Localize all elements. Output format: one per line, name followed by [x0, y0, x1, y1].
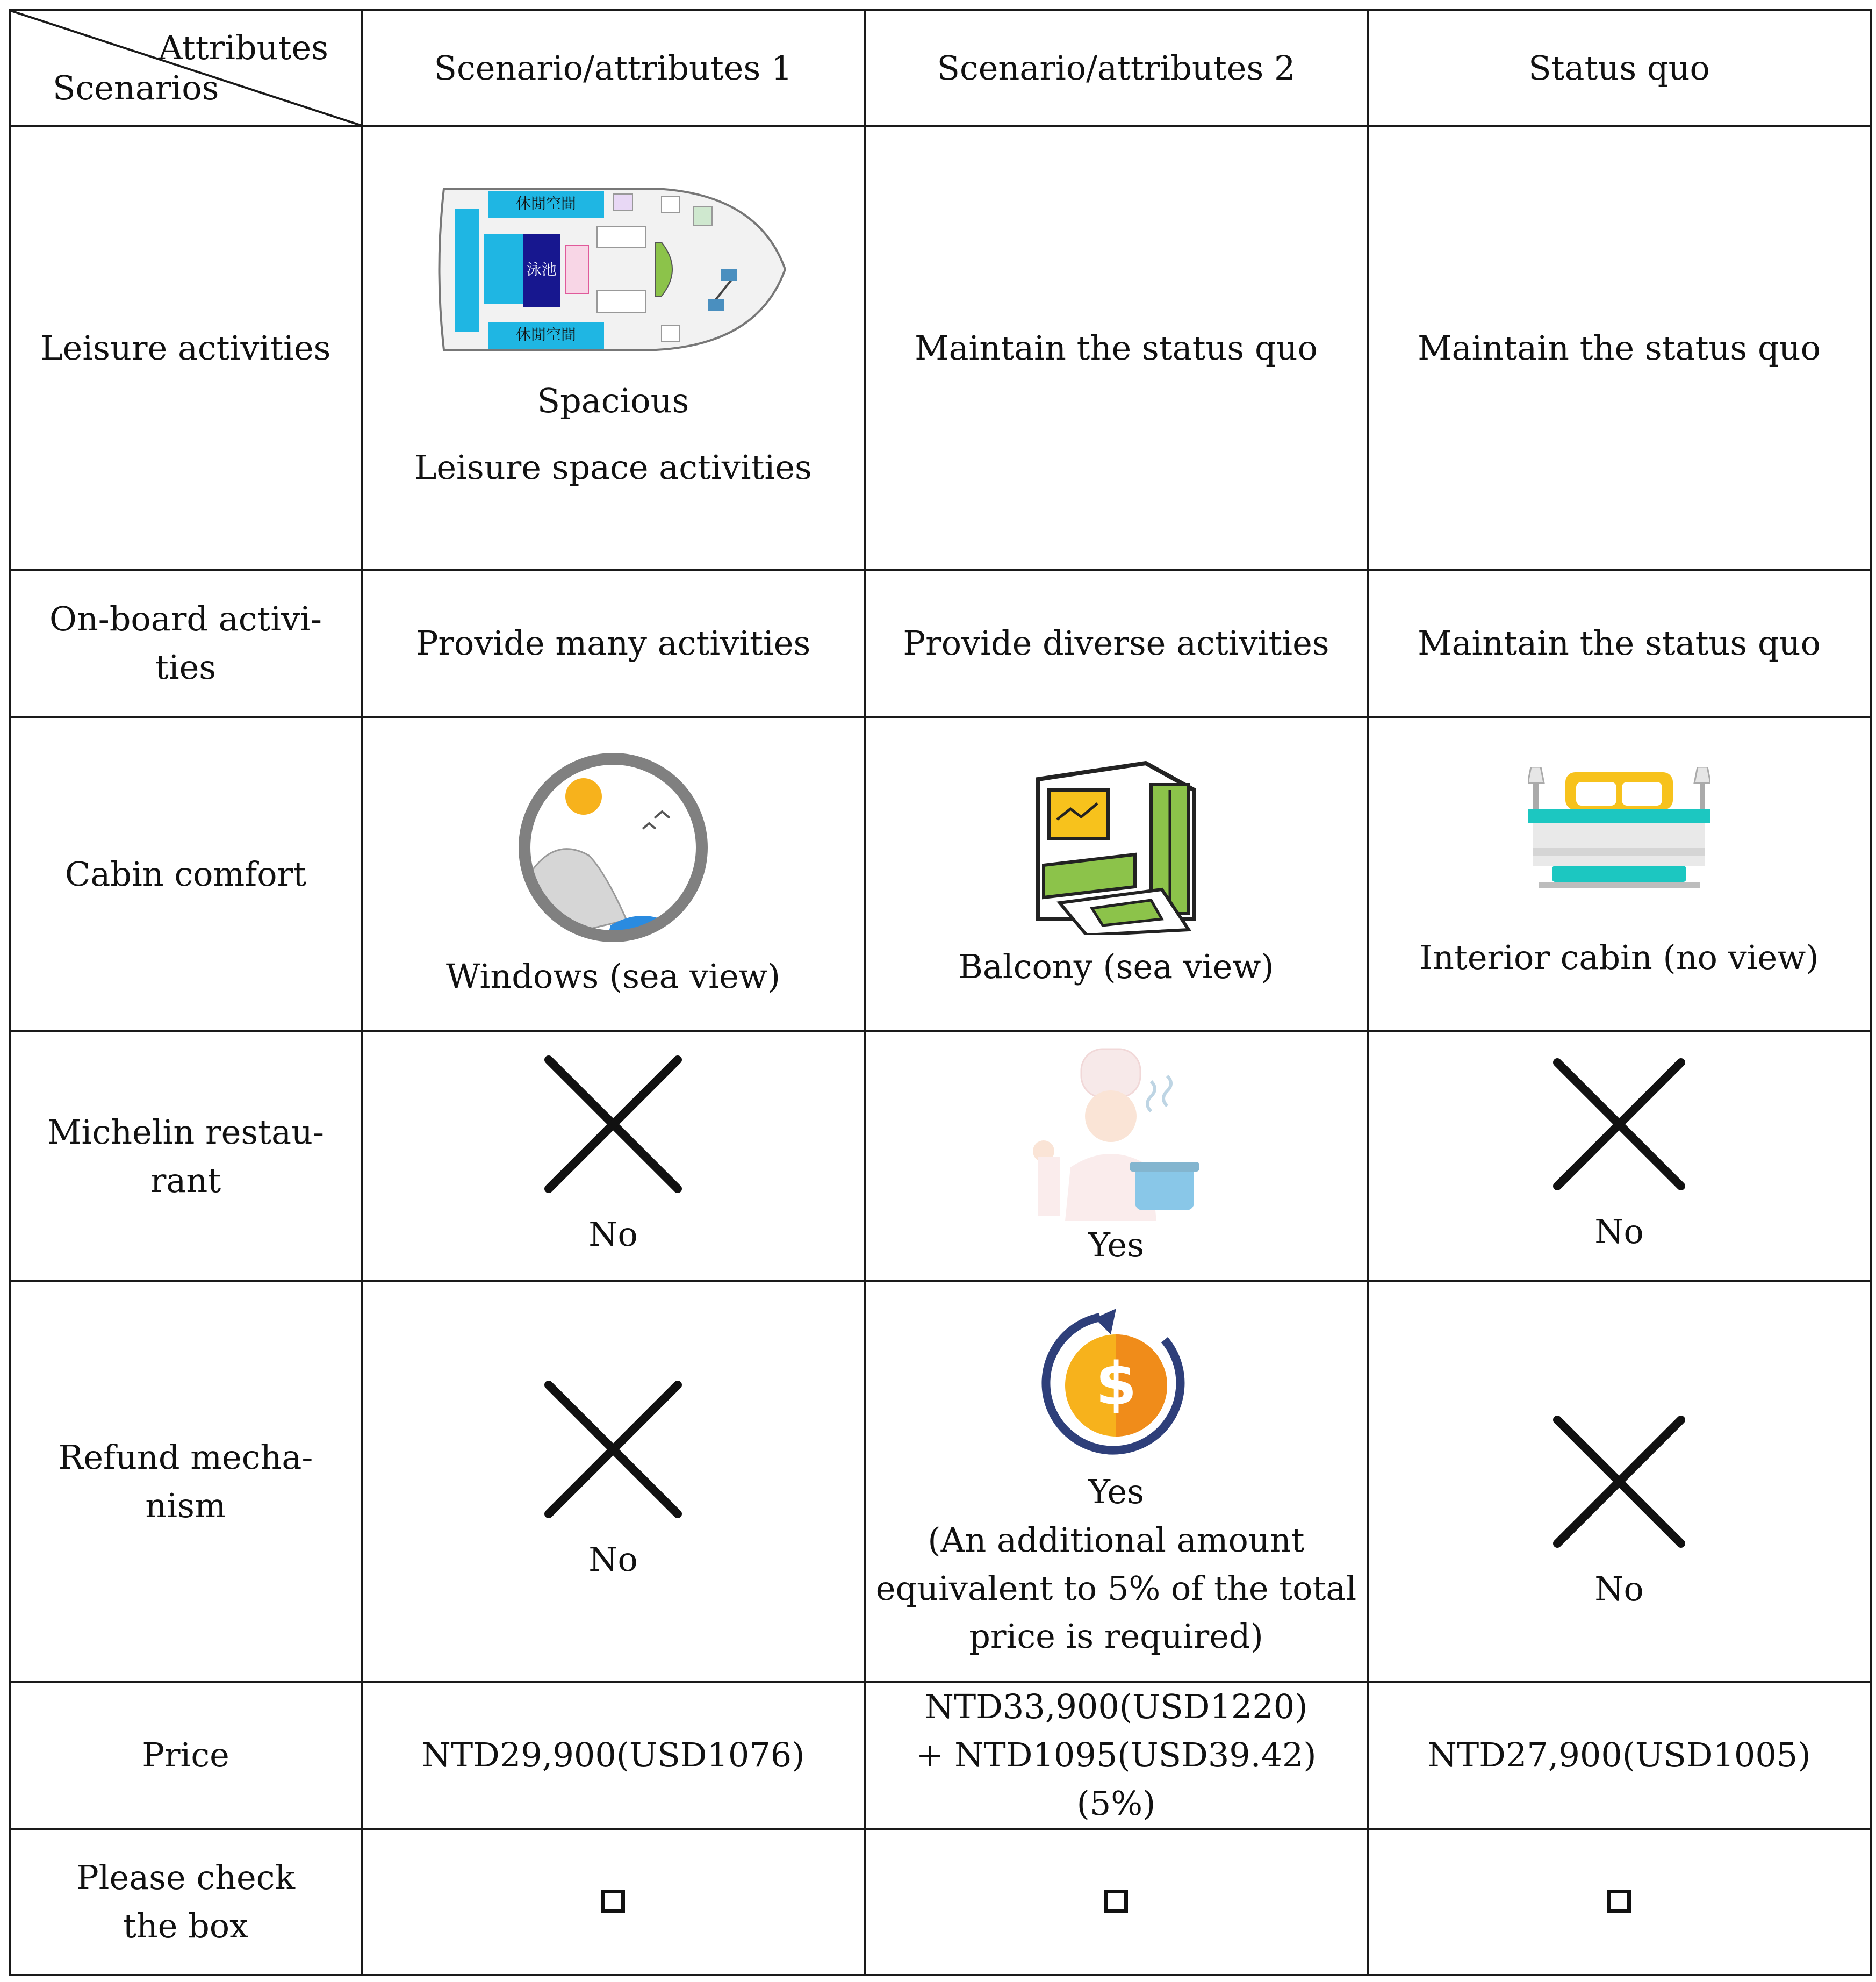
balcony-room-icon: [1027, 758, 1205, 935]
cell-check-scenario-1: [362, 1829, 865, 1975]
corner-attributes-label: Attributes: [158, 28, 328, 67]
cell-refund-scenario-2: [865, 1281, 1368, 1682]
cell-onboard-scenario-1: Provide many activities: [362, 570, 865, 717]
checkbox-scenario-1[interactable]: [601, 1890, 625, 1913]
leisure-s1-caption-line1: Spacious: [537, 380, 689, 420]
cell-cabin-scenario-1: [362, 717, 865, 1031]
checkbox-scenario-2[interactable]: [1104, 1890, 1128, 1913]
michelin-s1-caption: No: [588, 1214, 638, 1254]
cell-onboard-status-quo: Maintain the status quo: [1368, 570, 1871, 717]
row-onboard-activities: [10, 570, 1871, 717]
row-label-refund: [10, 1281, 362, 1682]
michelin-s2-caption: Yes: [1088, 1225, 1145, 1265]
bed-icon: [1528, 767, 1710, 891]
column-header-scenario-2: Scenario/attributes 2: [865, 10, 1368, 126]
row-label-price: Price: [10, 1682, 362, 1829]
pool-label: 泳池: [526, 260, 557, 278]
cell-leisure-scenario-1: [362, 126, 865, 570]
onboard-label-line2: ties: [155, 648, 217, 687]
refund-s3-caption: No: [1594, 1569, 1644, 1608]
row-price: [10, 1682, 1871, 1829]
cell-onboard-scenario-2: Provide diverse activities: [865, 570, 1368, 717]
dollar-sign-glyph: $: [1095, 1349, 1137, 1418]
cell-refund-status-quo: [1368, 1281, 1871, 1682]
no-cross-icon: [1552, 1414, 1686, 1549]
cell-leisure-scenario-2: Maintain the status quo: [865, 126, 1368, 570]
cell-price-scenario-1: NTD29,900(USD1076): [362, 1682, 865, 1829]
cell-cabin-status-quo: [1368, 717, 1871, 1031]
row-check-box: [10, 1829, 1871, 1975]
cell-refund-scenario-1: [362, 1281, 865, 1682]
leisure-space-top-label: 休閒空間: [515, 194, 577, 212]
refund-s2-line4: price is required): [969, 1617, 1263, 1656]
price-s2-line2: + NTD1095(USD39.42) (5%): [916, 1735, 1317, 1823]
refund-label-line1: Refund mecha-: [58, 1437, 313, 1477]
checkbox-status-quo[interactable]: [1607, 1890, 1631, 1913]
row-leisure-activities: [10, 126, 1871, 570]
corner-header-cell: [10, 10, 362, 126]
cell-price-status-quo: NTD27,900(USD1005): [1368, 1682, 1871, 1829]
cell-check-scenario-2: [865, 1829, 1368, 1975]
row-label-leisure: Leisure activities: [10, 126, 362, 570]
refund-coin-icon: [1036, 1302, 1197, 1463]
ship-deck-plan-icon: [430, 183, 796, 355]
row-refund-mechanism: [10, 1281, 1871, 1682]
cell-check-status-quo: [1368, 1829, 1871, 1975]
leisure-s1-caption-line2: Leisure space activities: [414, 447, 812, 487]
refund-s2-line2: (An additional amount: [928, 1520, 1305, 1560]
refund-s2-line1: Yes: [1088, 1471, 1145, 1511]
chef-icon: [1027, 1044, 1205, 1221]
refund-s2-line3: equivalent to 5% of the total: [875, 1568, 1357, 1608]
onboard-label-line1: On-board activi-: [49, 599, 322, 639]
cabin-s3-caption: Interior cabin (no view): [1419, 937, 1819, 977]
row-michelin-restaurant: [10, 1031, 1871, 1281]
cell-michelin-scenario-2: [865, 1031, 1368, 1281]
row-label-onboard: [10, 570, 362, 717]
cabin-s1-caption: Windows (sea view): [445, 956, 781, 996]
michelin-label-line2: rant: [150, 1160, 221, 1200]
no-cross-icon: [1552, 1057, 1686, 1191]
column-header-status-quo: Status quo: [1368, 10, 1871, 126]
check-label-line2: the box: [123, 1906, 249, 1945]
michelin-s3-caption: No: [1594, 1211, 1644, 1251]
corner-scenarios-label: Scenarios: [53, 68, 219, 108]
check-label-line1: Please check: [76, 1857, 296, 1897]
porthole-window-icon: [514, 748, 713, 947]
cell-leisure-status-quo: Maintain the status quo: [1368, 126, 1871, 570]
michelin-label-line1: Michelin restau-: [47, 1112, 324, 1152]
survey-choice-table: [9, 9, 1872, 1976]
row-cabin-comfort: [10, 717, 1871, 1031]
column-header-scenario-1: Scenario/attributes 1: [362, 10, 865, 126]
cell-michelin-scenario-1: [362, 1031, 865, 1281]
refund-s1-caption: No: [588, 1539, 638, 1579]
cabin-s2-caption: Balcony (sea view): [958, 946, 1274, 986]
leisure-space-bottom-label: 休閒空間: [515, 325, 577, 343]
no-cross-icon: [543, 1054, 683, 1194]
header-row: [10, 10, 1871, 126]
price-s2-line1: NTD33,900(USD1220): [924, 1687, 1308, 1726]
refund-label-line2: nism: [145, 1485, 226, 1525]
row-label-cabin: Cabin comfort: [10, 717, 362, 1031]
row-label-michelin: [10, 1031, 362, 1281]
cell-michelin-status-quo: [1368, 1031, 1871, 1281]
no-cross-icon: [543, 1380, 683, 1519]
row-label-check: [10, 1829, 362, 1975]
cell-price-scenario-2: [865, 1682, 1368, 1829]
cell-cabin-scenario-2: [865, 717, 1368, 1031]
